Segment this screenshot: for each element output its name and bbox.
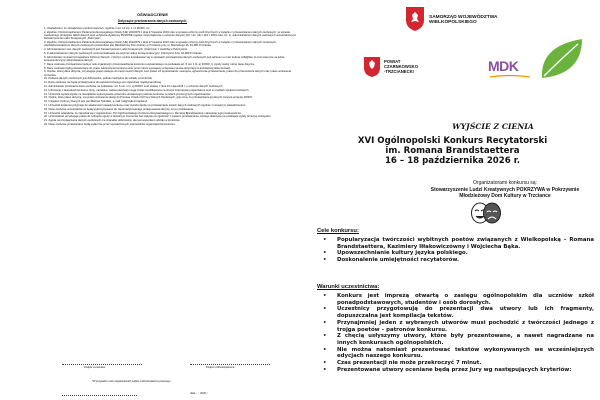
goals-item: • Doskonalenie umiejętności recytatorów. xyxy=(319,257,594,264)
conditions-item: • Przynajmniej jeden z wybranych utworów musi pochodzić z twórczości jednego z trojga poetów – patronów konkursu. xyxy=(319,320,594,333)
contest-line2: im. Romana Brandstaettera xyxy=(385,146,520,156)
samorzad-crest-icon xyxy=(405,6,425,32)
powiat-line3: -TRZCIANECKI xyxy=(384,68,414,74)
declaration-item: 4. Administratorem ww. danych osobowych jest Stowarzyszenie Ludzi Kreatywnych „Pokrzywa” z siedzibą w Pokrzywnie. xyxy=(44,48,188,52)
declaration-item: 2. Zgodnie z Rozporządzeniem Parlamentu Europejskiego i Rady (UE) 2016/679 z dnia 27 kwietnia 2016 roku w sprawie ochrony osób fizycznych w związku z przetwarzaniem danych osobowych i w sprawie swobodnego przepływu takich danych oraz uchylenia dyrektywy 95/46/WE (ogólne rozporządzenie o ochronie danych) (Dz. Urz. UE L 119 z 2016 roku, str. 1), administratorem danych osobowych uczestników jest Stowarzyszenie Ludzi Kreatywnych „Pokrzywa”. xyxy=(44,30,296,41)
contest-title xyxy=(320,136,585,166)
declaration-item: 9. Osobie, której dane dotyczą, przysługuje prawo dostępu do treści swoich danych oraz prawo ich sprostowania, usunięcia, ograniczenia przetwarzania, prawo do przenoszenia danych oraz prawo wniesienia sprzeciwu. xyxy=(44,70,291,77)
declaration-item: 15. Osoba, której dane dotyczą, ma prawo wniesienia skargi do Prezesa Urzędu Ochrony Danych Osobowych, gdy uzna, że przetwarzanie jej danych narusza przepisy RODO. xyxy=(44,96,253,100)
conditions-item: • Konkurs jest imprezą otwartą o zasięgu ogólnopolskim dla uczniów szkół ponadpodstawowych, studentów i osób dorosłych. xyxy=(319,293,594,306)
declaration-item: 13. Informacje o laureatach konkursu (imię, nazwisko, nazwa placówki) mogą zostać opublikowane na stronie internetowej organizatora oraz w mediach społecznościowych. xyxy=(44,88,250,92)
declaration-item: 3. Zgodnie z Rozporządzeniem Parlamentu Europejskiego i Rady (UE) 2016/679 z dnia 27 kwietnia 2016 roku w sprawie ochrony osób fizycznych w związku z przetwarzaniem danych osobowych, współadministratorem danych osobowych uczestników jest Młodzieżowy Dom Kultury w Trzciance przy ul. Sikorskiego 36, 64-980 Trzcianka. xyxy=(44,41,277,48)
declaration-item: 10. Podanie danych osobowych jest dobrowolne, jednak niezbędne do udziału w konkursie. xyxy=(44,77,153,81)
signature-line-parent xyxy=(190,364,270,365)
conditions-item: • Z chęcią usłyszymy utwory, które były prezentowane, a nawet nagradzane na innych konkursach ogólnopolskich. xyxy=(319,333,594,346)
declaration-list xyxy=(44,27,299,127)
conditions-item: • Czas prezentacji nie może przekroczyć 7 minut. xyxy=(319,360,594,367)
leaf-logo-icon xyxy=(538,36,586,82)
declaration-item: 22. Dane osobowe przetwarzane będą wyłącznie przez upoważnionych pracowników organizatorów konkursu. xyxy=(44,122,176,126)
declaration-subtitle: Dotyczące przetwarzania danych osobowych: xyxy=(117,19,188,23)
goals-item: • Upowszechnianie kultury języka polskiego. xyxy=(319,250,594,257)
powiat-crest-icon xyxy=(363,56,381,78)
declaration-item: 1. Oświadczam, że zostałam/em poinformowana/y, zgodnie z art. 13 ust. 1 i 2 RODO, że: xyxy=(44,27,150,30)
declaration-title: OŚWIADCZENIE xyxy=(136,12,169,17)
place-line xyxy=(62,395,137,396)
powiat-line2: CZARNKOWSKO xyxy=(384,63,418,69)
samorzad-logo-text xyxy=(429,15,497,25)
declaration-item: 16. Inspektor Ochrony Danych jest pan Bartosz Sobolski, e-mail: iod@mdk.trzcianka.pl xyxy=(44,100,148,104)
declaration-item: 14. Uczestnik wyraża zgodę na nieodpłatne wykorzystanie wizerunku utrwalonego podczas konkursu w celach promocyjnych organizatorów. xyxy=(44,92,211,96)
theatre-masks-icon xyxy=(470,202,502,224)
contest-line1: XVI Ogólnopolski Konkurs Recytatorski xyxy=(357,136,548,146)
poster-panel xyxy=(305,0,600,400)
signature-caption-participant: Podpis uczestnika xyxy=(84,366,105,369)
powiat-line1: POWIAT xyxy=(384,59,401,64)
declaration-item: 18. Dane osobowe uczestników nie będą wykorzystywane do zautomatyzowanego podejmowania decyzji, w tym profilowania. xyxy=(44,107,194,111)
declaration-item: 7. Dane osobowe przetwarzane będą w celu organizacji i przeprowadzenia konkursu recytatorskiego na podstawie art. 6 ust. 1 lit. a) RODO, tj. zgody osoby, której dane dotyczą. xyxy=(44,62,255,66)
declaration-item: 17. Uczestnik konkursu przyjmuje do wiadomości zasady konkursu oraz wyraża zgodę na przetwarzanie swoich danych osobowych zgodnie z niniejszym oświadczeniem. xyxy=(44,104,246,107)
conditions-item: • Nie można natomiast prezentować tekstów wykonywanych we wcześniejszych edycjach naszego konkursu. xyxy=(319,347,594,360)
organizer-pokrzywa: Stowarzyszenie Ludzi Kreatywnych POKRZYWA w Pokrzywnie xyxy=(430,186,580,193)
conditions-item: • Uczestnicy przygotowują do prezentacji dwa utwory lub ich fragmenty, dopuszczalna jest kompilacja tekstów. xyxy=(319,306,594,319)
mdk-swoosh-icon xyxy=(490,74,530,80)
declaration-footnote: *W przypadku osób niepełnoletnich podpis rodzica/opiekuna prawnego xyxy=(92,380,171,383)
mdk-logo-text: MDK xyxy=(488,58,519,74)
samorzad-line2: WIELKOPOLSKIEGO xyxy=(429,20,477,26)
signature-caption-parent: Podpis rodzica/opiekuna xyxy=(206,366,235,369)
goals-title: Cele konkursu: xyxy=(317,228,359,234)
organizer-mdk: Młodzieżowy Dom Kultury w Trzciance xyxy=(459,193,551,199)
declaration-item: 11. Dane osobowe nie będą przekazywane do państwa trzeciego ani organizacji międzynarodowej. xyxy=(44,81,162,85)
goals-item: • Popularyzacja twórczości wybitnych poetów związanych z Wielkopolską – Romana Brandstaettera, Kazimiery Iłłakowiczówny i Wojciecha Bąka. xyxy=(319,237,594,250)
samorzad-line1: SAMORZĄD WOJEWÓDZTWA xyxy=(429,15,498,20)
goals-list xyxy=(319,237,594,264)
declaration-item: 21. Zgoda na przetwarzanie danych osobowych ma charakter dobrowolny, ale jest warunkiem udziału w konkursie. xyxy=(44,119,181,123)
conditions-title: Warunki uczestnictwa: xyxy=(317,284,380,290)
conditions-item: • Prezentowane utwory oceniane będą przez Jury wg następujących kryteriów: xyxy=(319,367,594,374)
motto-title: WYJŚCIE Z CIENIA xyxy=(452,122,534,131)
signature-line-participant xyxy=(62,364,142,365)
organizers-intro: Organizatorami konkursu są: xyxy=(473,180,537,186)
declaration-item: 8. Dane osobowe będą przetwarzane do czasu zakończenia konkursu oraz przez okres wymagany przepisami prawa dotyczącymi archiwizacji dokumentacji. xyxy=(44,66,231,70)
declaration-item: 20. Uczestnikowi przysługuje prawo do cofnięcia zgody w dowolnym momencie bez wpływu na zgodność z prawem przetwarzania, którego dokonano na podstawie zgody przed jej cofnięciem. xyxy=(44,115,272,119)
contest-dates: 16 – 18 października 2026 r. xyxy=(384,156,521,166)
declaration-item: 19. Uczestnik oświadcza, że zapoznał się z regulaminem XVI Ogólnopolskiego Konkursu Recytatorskiego im. Romana Brandstaettera i akceptuje jego postanowienia. xyxy=(44,111,242,115)
mdk-logo xyxy=(488,58,518,74)
place-date: data ..... 2026 r. xyxy=(190,392,209,395)
declaration-item: 6. Administrator wyznaczył Inspektora Ochrony Danych, z którym można kontaktować się w sprawach przetwarzania danych osobowych pod adresem e-mail: kultura.mdk@tlen.pl oraz pisemnie na adres korespondencyjny administratora danych. xyxy=(44,55,285,62)
conditions-list xyxy=(319,293,594,373)
powiat-logo-text xyxy=(384,60,418,74)
declaration-item: 5. Z administratorem danych osobowych może kontaktować się poprzez adres korespondencyjny: Pokrzywno 12a, 64-980 Trzcianka. xyxy=(44,51,203,55)
declaration-item: 12. Administrator przetwarza dane osobowe na podstawie: art. 6 ust. 1 lit. a) RODO oraz ustawy z dnia 10 maja 2018 r. o ochronie danych osobowych. xyxy=(44,85,224,89)
